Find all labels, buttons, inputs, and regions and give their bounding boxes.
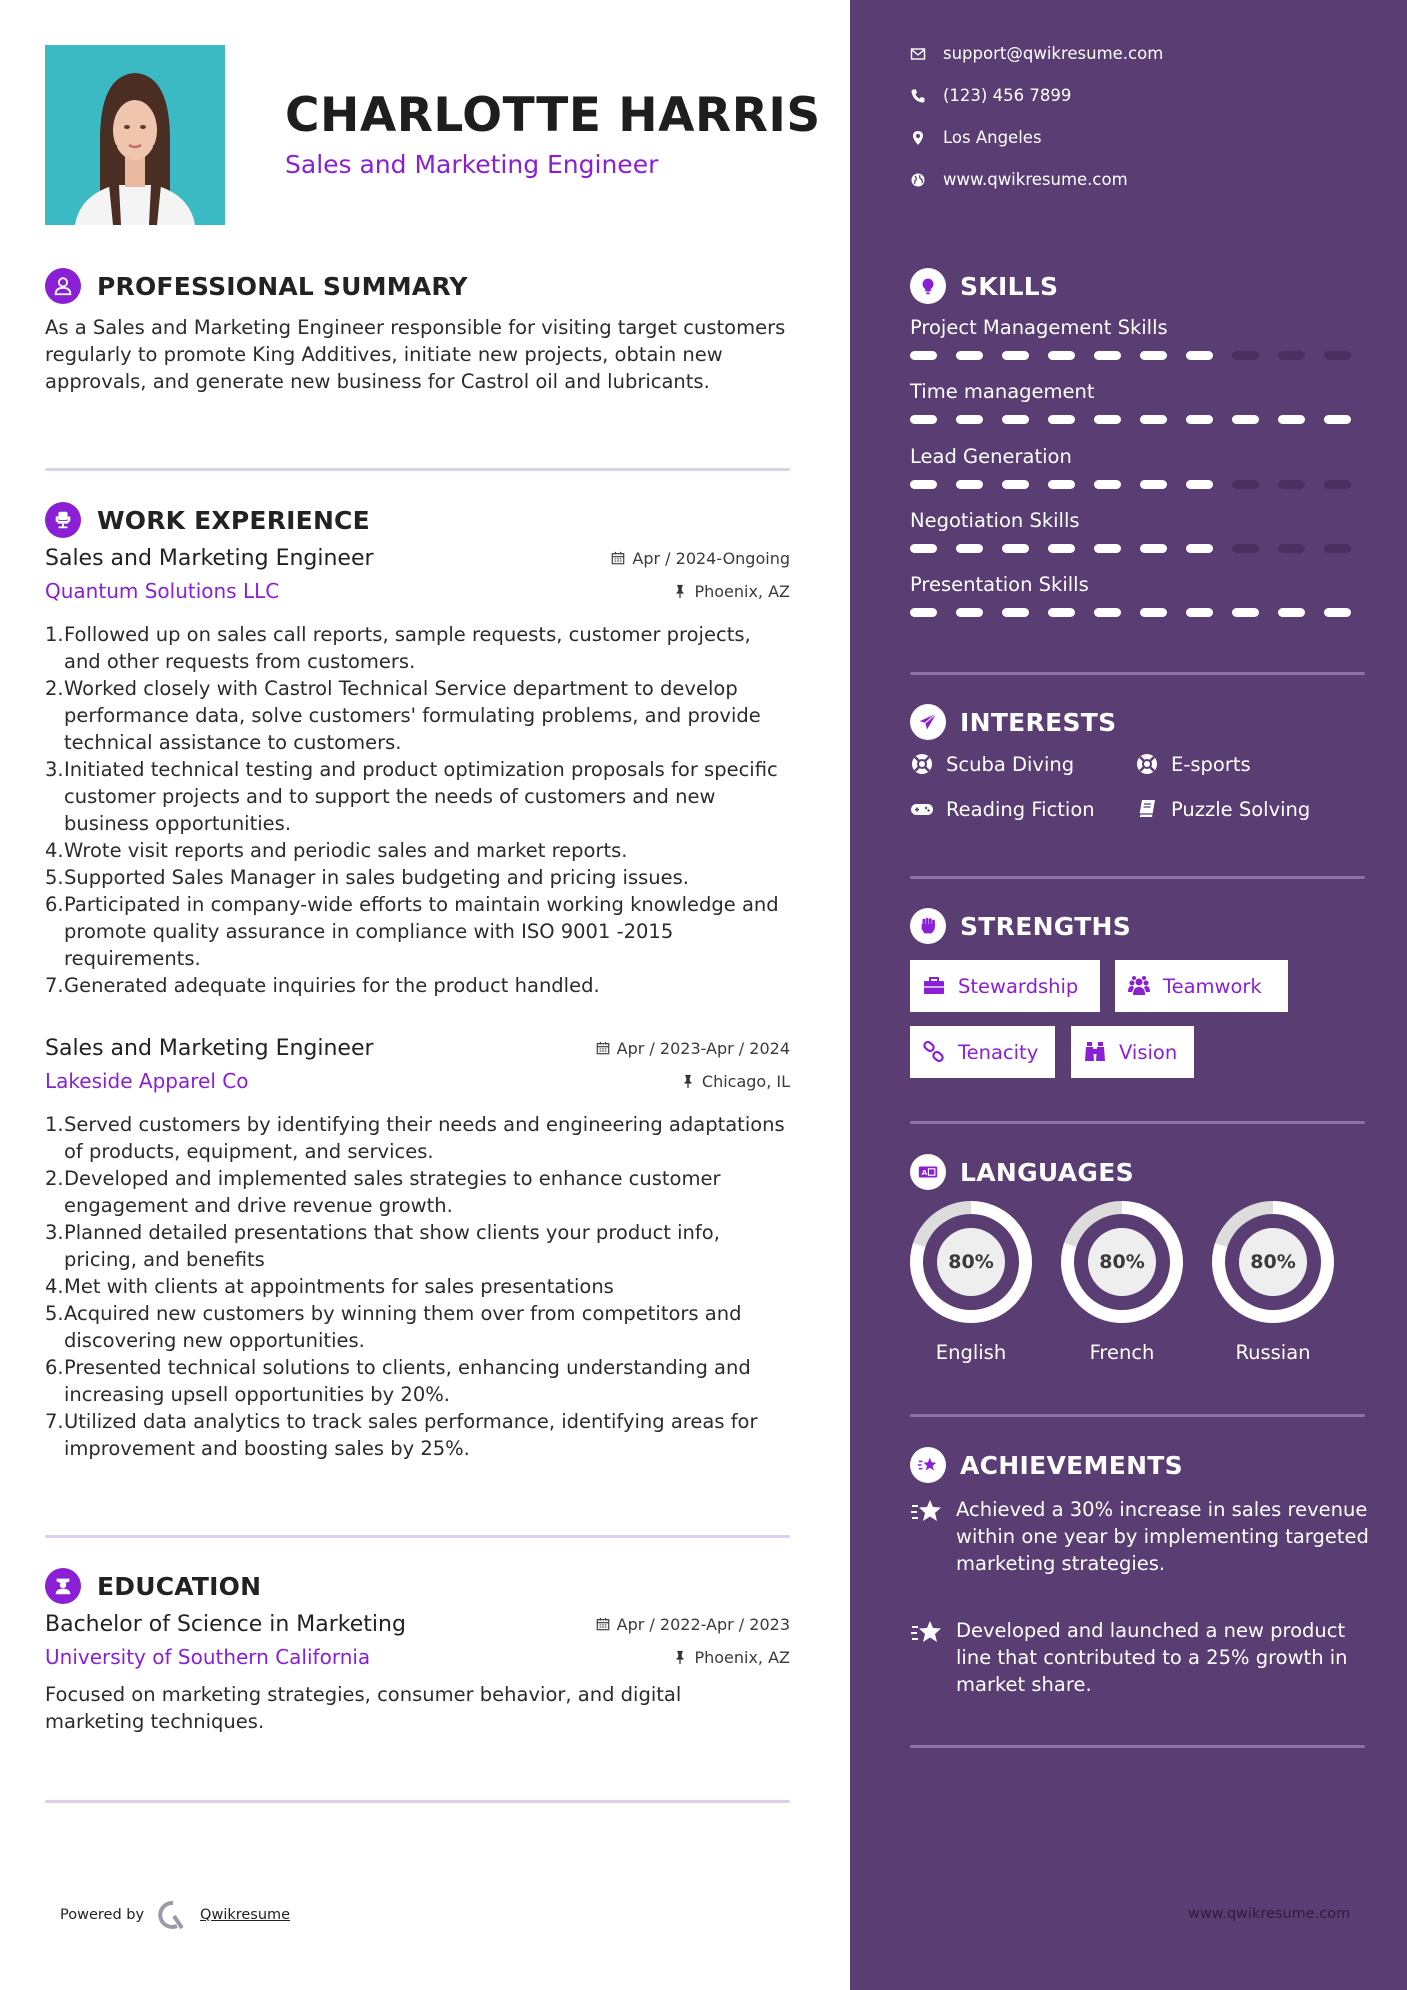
- skill-name: Negotiation Skills: [910, 509, 1080, 532]
- portrait-image: [45, 45, 225, 225]
- skill-level-segment: [956, 608, 983, 617]
- skill-level-segment: [1324, 480, 1351, 489]
- skill-name: Lead Generation: [910, 445, 1072, 468]
- skill-name: Presentation Skills: [910, 573, 1089, 596]
- language-percent: 80%: [937, 1228, 1005, 1296]
- skill-level-segment: [1232, 351, 1259, 360]
- skill-level-bar: [910, 415, 1370, 424]
- education-entry: [45, 1612, 790, 1735]
- interest-label: Puzzle Solving: [1171, 797, 1311, 821]
- section-divider: [45, 1535, 790, 1538]
- job-dates: [611, 549, 790, 568]
- skill-level-segment: [1186, 608, 1213, 617]
- skill-level-segment: [1048, 480, 1075, 489]
- list-item: 4. Wrote visit reports and periodic sales and market reports.: [45, 839, 628, 862]
- users-icon: [1127, 974, 1151, 998]
- skill-level-segment: [1324, 351, 1351, 360]
- skill-name: Time management: [910, 380, 1095, 403]
- education-location-text: Phoenix, AZ: [694, 1647, 790, 1667]
- language-progress-ring: [1212, 1201, 1334, 1323]
- skill-level-segment: [1232, 480, 1259, 489]
- skill-item: [910, 509, 1370, 553]
- shooting-star-icon: [910, 1618, 944, 1648]
- link-icon: [922, 1040, 946, 1064]
- job-title: Sales and Marketing Engineer: [45, 546, 374, 571]
- job-location-text: Chicago, IL: [701, 1071, 790, 1091]
- languages-header: [910, 1154, 1134, 1190]
- powered-by: [60, 1900, 290, 1930]
- skill-level-segment: [910, 415, 937, 424]
- language-percent: 80%: [1239, 1228, 1307, 1296]
- strength-label: Stewardship: [958, 974, 1079, 998]
- interest-item: [1135, 752, 1251, 776]
- achievement-text: Developed and launched a new product line that contributed to a 25% growth in market share.: [956, 1619, 1348, 1696]
- gamepad-icon: [910, 797, 934, 821]
- language-progress-ring: [910, 1201, 1032, 1323]
- skill-level-segment: [1186, 544, 1213, 553]
- skill-level-segment: [1186, 415, 1213, 424]
- company-name: Lakeside Apparel Co: [45, 1069, 249, 1093]
- list-item: 1. Followed up on sales call reports, sample requests, customer projects, and other requests from customers.: [45, 623, 751, 673]
- achievements-header: [910, 1447, 1183, 1483]
- education-dates-text: Apr / 2022-Apr / 2023: [616, 1614, 790, 1634]
- footer-website[interactable]: www.qwikresume.com: [1188, 1906, 1351, 1922]
- skill-level-segment: [910, 351, 937, 360]
- skill-level-segment: [1278, 544, 1305, 553]
- experience-header: [45, 502, 370, 538]
- languages-heading: LANGUAGES: [960, 1157, 1134, 1187]
- phone-icon: [910, 88, 926, 104]
- strength-badge: [910, 960, 1100, 1012]
- list-item: 6. Presented technical solutions to clients, enhancing understanding and increasing upsell opportunities by 20%.: [45, 1356, 751, 1406]
- job-entry: [45, 1036, 790, 1462]
- language-percent: 80%: [1088, 1228, 1156, 1296]
- skill-name: Project Management Skills: [910, 316, 1168, 339]
- skill-level-segment: [1002, 351, 1029, 360]
- achievement-text: Achieved a 30% increase in sales revenue within one year by implementing targeted marketing strategies.: [956, 1498, 1369, 1575]
- language-name: French: [1089, 1341, 1155, 1364]
- skill-level-segment: [1232, 544, 1259, 553]
- skill-level-segment: [1140, 480, 1167, 489]
- email-text[interactable]: support@qwikresume.com: [943, 44, 1164, 63]
- job-dates-text: Apr / 2024-Ongoing: [632, 548, 790, 568]
- interest-label: Reading Fiction: [946, 797, 1095, 821]
- skill-level-segment: [956, 480, 983, 489]
- book-icon: [1135, 797, 1159, 821]
- calendar-icon: [596, 1041, 610, 1055]
- candidate-name: CHARLOTTE HARRIS: [285, 88, 821, 143]
- phone-text: (123) 456 7899: [943, 86, 1072, 105]
- language-item: [910, 1201, 1032, 1364]
- calendar-icon: [611, 551, 625, 565]
- skill-level-segment: [1278, 608, 1305, 617]
- qwikresume-link[interactable]: Qwikresume: [200, 1907, 291, 1923]
- skill-level-segment: [1140, 415, 1167, 424]
- interest-label: E-sports: [1171, 752, 1251, 776]
- skill-level-segment: [1094, 415, 1121, 424]
- achievements-heading: ACHIEVEMENTS: [960, 1450, 1183, 1480]
- list-item: 3. Initiated technical testing and product optimization proposals for specific customer projects and to support the needs of customers and new business opportunities.: [45, 758, 778, 835]
- skill-item: [910, 573, 1370, 617]
- location-text: Los Angeles: [943, 128, 1042, 147]
- list-item: 2. Worked closely with Castrol Technical Service department to develop performance data, solve customers' formulating problems, and provide technical assistance to customers.: [45, 677, 761, 754]
- skill-level-segment: [1048, 351, 1075, 360]
- skill-level-segment: [1094, 544, 1121, 553]
- strengths-header: [910, 908, 1131, 944]
- skill-level-segment: [1232, 415, 1259, 424]
- section-divider: [910, 1121, 1365, 1124]
- pin-icon: [673, 584, 687, 598]
- skills-heading: SKILLS: [960, 271, 1059, 301]
- shooting-star-icon: [910, 1497, 944, 1527]
- strength-label: Vision: [1119, 1040, 1178, 1064]
- skill-level-segment: [1232, 608, 1259, 617]
- interests-header: [910, 704, 1116, 740]
- graduate-icon: [45, 1568, 81, 1604]
- interest-item: [1135, 797, 1310, 821]
- map-marker-icon: [910, 130, 926, 146]
- language-name: Russian: [1235, 1341, 1311, 1364]
- skill-level-segment: [1094, 351, 1121, 360]
- skill-item: [910, 316, 1370, 360]
- education-heading: EDUCATION: [97, 1571, 262, 1601]
- summary-header: [45, 268, 468, 304]
- skill-level-segment: [1140, 608, 1167, 617]
- skill-level-segment: [1140, 351, 1167, 360]
- skill-level-segment: [956, 544, 983, 553]
- education-location: [673, 1648, 790, 1667]
- calendar-icon: [596, 1617, 610, 1631]
- skill-level-segment: [1002, 415, 1029, 424]
- section-divider: [910, 672, 1365, 675]
- strengths-heading: STRENGTHS: [960, 911, 1132, 941]
- job-location: [681, 1072, 790, 1091]
- section-divider: [910, 876, 1365, 879]
- profile-photo: [45, 45, 225, 225]
- life-ring-icon: [910, 752, 934, 776]
- skills-header: [910, 268, 1058, 304]
- list-item: 3. Planned detailed presentations that show clients your product info, pricing, and benefits: [45, 1221, 720, 1271]
- list-item: 7. Generated adequate inquiries for the product handled.: [45, 974, 600, 997]
- job-responsibilities: [45, 1111, 790, 1462]
- skill-level-segment: [910, 480, 937, 489]
- contact-email: [910, 44, 1163, 63]
- language-item: [1061, 1201, 1183, 1364]
- education-dates: [596, 1615, 790, 1634]
- skill-item: [910, 380, 1370, 424]
- skill-level-segment: [1324, 608, 1351, 617]
- list-item: 4. Met with clients at appointments for sales presentations: [45, 1275, 614, 1298]
- achievement-item: [910, 1496, 1370, 1577]
- skill-level-segment: [956, 415, 983, 424]
- skill-level-bar: [910, 351, 1370, 360]
- qwikresume-logo-icon: [158, 1900, 188, 1930]
- svg-text:A: A: [921, 1168, 928, 1178]
- skill-level-segment: [1048, 608, 1075, 617]
- skill-level-segment: [1094, 480, 1121, 489]
- skill-level-segment: [1278, 351, 1305, 360]
- list-item: 7. Utilized data analytics to track sales performance, identifying areas for improvement and boosting sales by 25%.: [45, 1410, 758, 1460]
- company-name: Quantum Solutions LLC: [45, 579, 280, 603]
- skill-level-bar: [910, 608, 1370, 617]
- contact-location: [910, 128, 1042, 147]
- skill-level-segment: [1186, 351, 1213, 360]
- section-divider: [910, 1414, 1365, 1417]
- list-item: 2. Developed and implemented sales strategies to enhance customer engagement and drive revenue growth.: [45, 1167, 721, 1217]
- section-divider: [45, 1800, 790, 1803]
- skill-level-segment: [1140, 544, 1167, 553]
- skill-level-segment: [1324, 415, 1351, 424]
- education-header: [45, 1568, 261, 1604]
- interest-item: [910, 797, 1095, 821]
- skill-level-segment: [1048, 544, 1075, 553]
- contact-website: [910, 170, 1128, 189]
- language-name: English: [935, 1341, 1007, 1364]
- education-description: Focused on marketing strategies, consumer behavior, and digital marketing techniques.: [45, 1683, 682, 1733]
- translate-icon: [910, 1154, 946, 1190]
- paper-plane-icon: [910, 704, 946, 740]
- degree: Bachelor of Science in Marketing: [45, 1612, 406, 1637]
- list-item: 5. Supported Sales Manager in sales budgeting and pricing issues.: [45, 866, 689, 889]
- interests-heading: INTERESTS: [960, 707, 1117, 737]
- strength-badge: [910, 1026, 1055, 1078]
- summary-heading: PROFESSIONAL SUMMARY: [97, 271, 468, 301]
- user-icon: [45, 268, 81, 304]
- skill-level-segment: [1094, 608, 1121, 617]
- skill-level-segment: [1324, 544, 1351, 553]
- pin-icon: [673, 1650, 687, 1664]
- list-item: 5. Acquired new customers by winning them over from competitors and discovering new opportunities.: [45, 1302, 742, 1352]
- binoculars-icon: [1083, 1040, 1107, 1064]
- skill-level-segment: [1186, 480, 1213, 489]
- candidate-title: Sales and Marketing Engineer: [285, 150, 659, 179]
- lightbulb-icon: [910, 268, 946, 304]
- interest-item: [910, 752, 1074, 776]
- job-location: [673, 582, 790, 601]
- website-text[interactable]: www.qwikresume.com: [943, 170, 1128, 189]
- strength-label: Teamwork: [1163, 974, 1262, 998]
- shooting-star-icon: [910, 1447, 946, 1483]
- section-divider: [45, 468, 790, 471]
- office-chair-icon: [45, 502, 81, 538]
- skill-level-segment: [1002, 608, 1029, 617]
- list-item: 1. Served customers by identifying their needs and engineering adaptations of products, equipment, and services.: [45, 1113, 785, 1163]
- experience-heading: WORK EXPERIENCE: [97, 505, 370, 535]
- school-name: University of Southern California: [45, 1645, 371, 1669]
- achievement-item: [910, 1617, 1370, 1698]
- life-ring-icon: [1135, 752, 1159, 776]
- skill-level-segment: [956, 351, 983, 360]
- sidebar: [850, 0, 1407, 1990]
- skill-level-bar: [910, 480, 1370, 489]
- skill-level-segment: [1002, 480, 1029, 489]
- job-dates: [596, 1039, 790, 1058]
- strength-badge: [1115, 960, 1288, 1012]
- job-location-text: Phoenix, AZ: [694, 581, 790, 601]
- powered-by-label: Powered by: [60, 1907, 145, 1923]
- skill-item: [910, 445, 1370, 489]
- job-responsibilities: [45, 621, 790, 999]
- skill-level-segment: [910, 608, 937, 617]
- globe-icon: [910, 172, 926, 188]
- strength-badge: [1071, 1026, 1194, 1078]
- briefcase-icon: [922, 974, 946, 998]
- contact-phone: [910, 86, 1071, 105]
- strength-label: Tenacity: [958, 1040, 1039, 1064]
- job-dates-text: Apr / 2023-Apr / 2024: [616, 1038, 790, 1058]
- section-divider: [910, 1745, 1365, 1748]
- job-title: Sales and Marketing Engineer: [45, 1036, 374, 1061]
- pin-icon: [681, 1074, 695, 1088]
- skill-level-segment: [910, 544, 937, 553]
- skill-level-bar: [910, 544, 1370, 553]
- job-entry: [45, 546, 790, 999]
- fist-icon: [910, 908, 946, 944]
- language-item: [1212, 1201, 1334, 1364]
- language-progress-ring: [1061, 1201, 1183, 1323]
- skill-level-segment: [1048, 415, 1075, 424]
- list-item: 6. Participated in company-wide efforts to maintain working knowledge and promote quality assurance in compliance with ISO 9001 -2015 requirements.: [45, 893, 779, 970]
- envelope-icon: [910, 46, 926, 62]
- skill-level-segment: [1002, 544, 1029, 553]
- skill-level-segment: [1278, 480, 1305, 489]
- skill-level-segment: [1278, 415, 1305, 424]
- interest-label: Scuba Diving: [946, 752, 1075, 776]
- summary-text: As a Sales and Marketing Engineer responsible for visiting target customers regularly to promote King Additives, initiate new projects, obtain new approvals, and generate new business for Castrol oil and lubricants.: [45, 316, 786, 393]
